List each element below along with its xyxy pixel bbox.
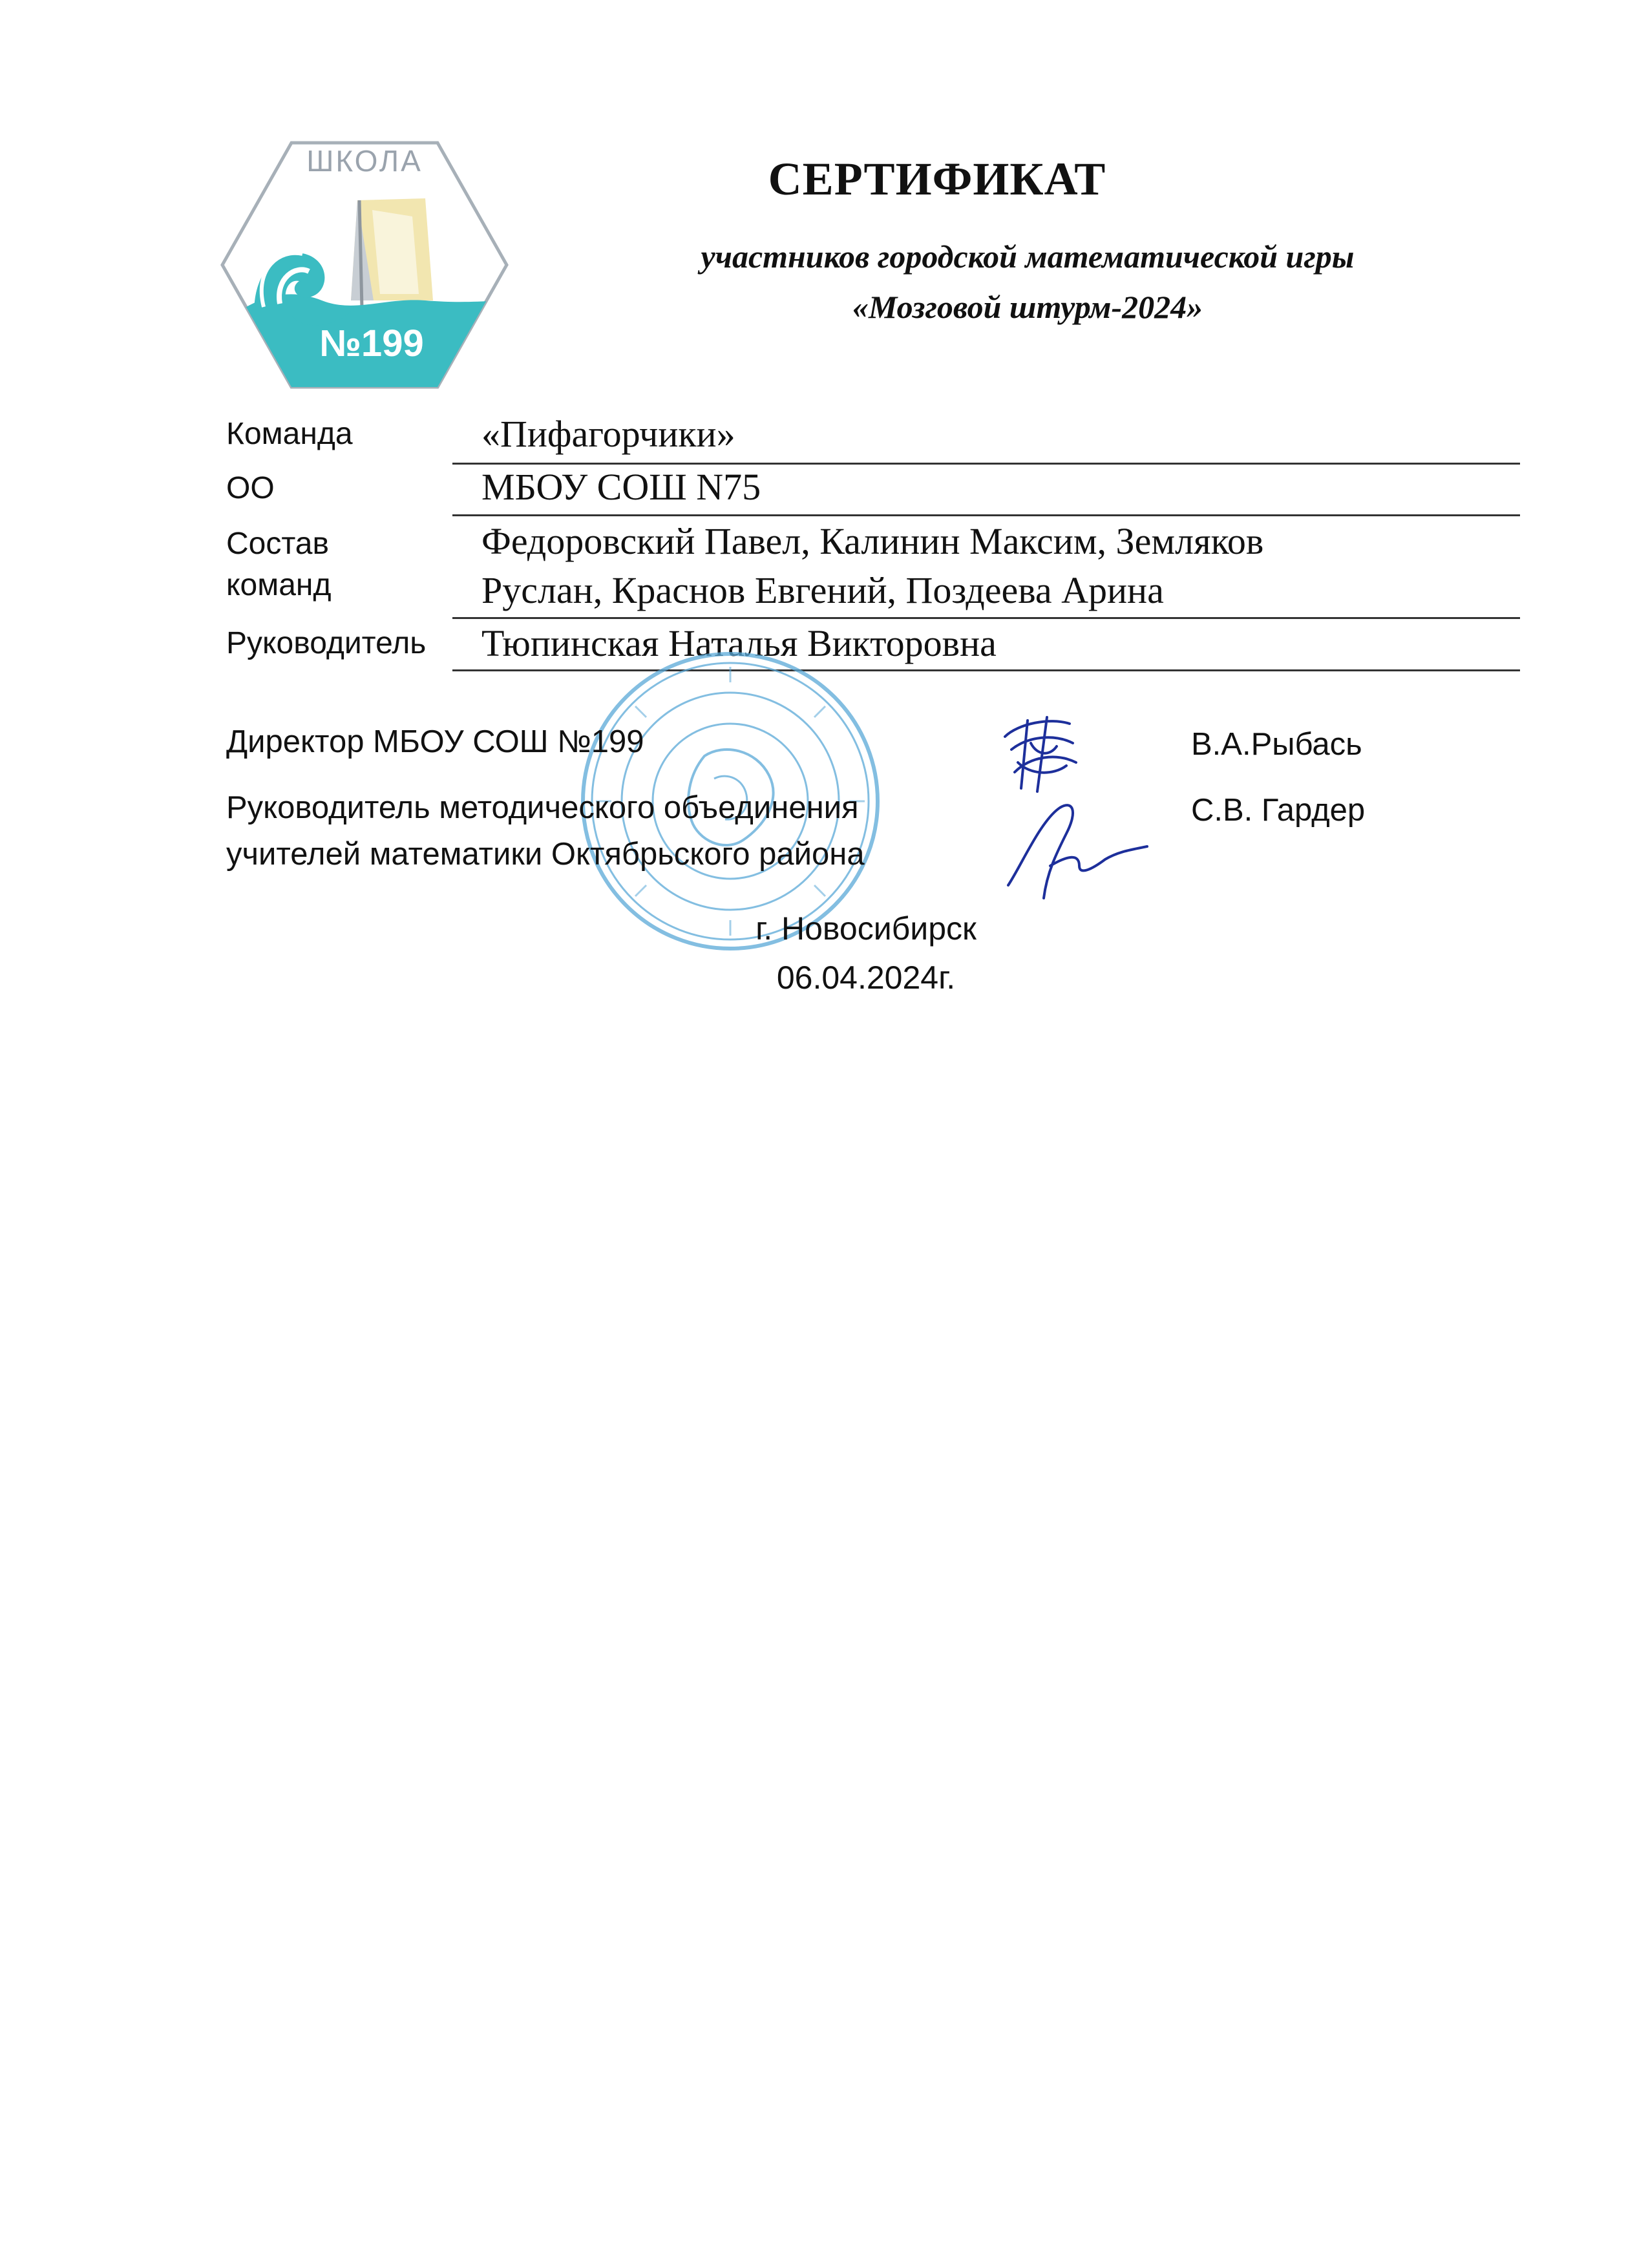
- members-underline: [452, 617, 1520, 619]
- footer-date: 06.04.2024г.: [776, 960, 956, 996]
- logo-number: №199: [319, 322, 424, 364]
- members-value-line2: Руслан, Краснов Евгений, Поздеева Арина: [481, 569, 1164, 611]
- certificate-subtitle-line2: «Мозговой штурм-2024»: [852, 289, 1203, 325]
- director-title: Директор МБОУ СОШ №199: [226, 724, 644, 759]
- logo-word: ШКОЛА: [306, 144, 423, 178]
- members-value-line1: Федоровский Павел, Калинин Максим, Земляков: [481, 520, 1264, 562]
- org-label: ОО: [226, 471, 275, 505]
- org-value: МБОУ СОШ N75: [481, 466, 761, 508]
- methodology-title-line1: Руководитель методического объединения: [226, 790, 859, 825]
- members-label-line1: Состав: [226, 527, 329, 561]
- team-underline: [452, 463, 1520, 465]
- director-name: В.А.Рыбась: [1191, 727, 1362, 762]
- certificate-subtitle-line1: участников городской математической игры: [701, 238, 1355, 275]
- methodology-name: С.В. Гардер: [1191, 793, 1366, 828]
- leader-label: Руководитель: [226, 626, 427, 660]
- footer-city: г. Новосибирск: [755, 910, 977, 947]
- team-label: Команда: [226, 417, 353, 451]
- team-value: «Пифагорчики»: [481, 413, 735, 455]
- methodology-title-line2: учителей математики Октябрьского района: [226, 837, 865, 872]
- certificate-title: СЕРТИФИКАТ: [768, 153, 1106, 205]
- org-underline: [452, 514, 1520, 516]
- members-label-line2: команд: [226, 568, 332, 602]
- leader-value: Тюпинская Наталья Викторовна: [481, 622, 997, 664]
- methodology-signature: [1002, 795, 1150, 905]
- director-signature: [992, 711, 1083, 795]
